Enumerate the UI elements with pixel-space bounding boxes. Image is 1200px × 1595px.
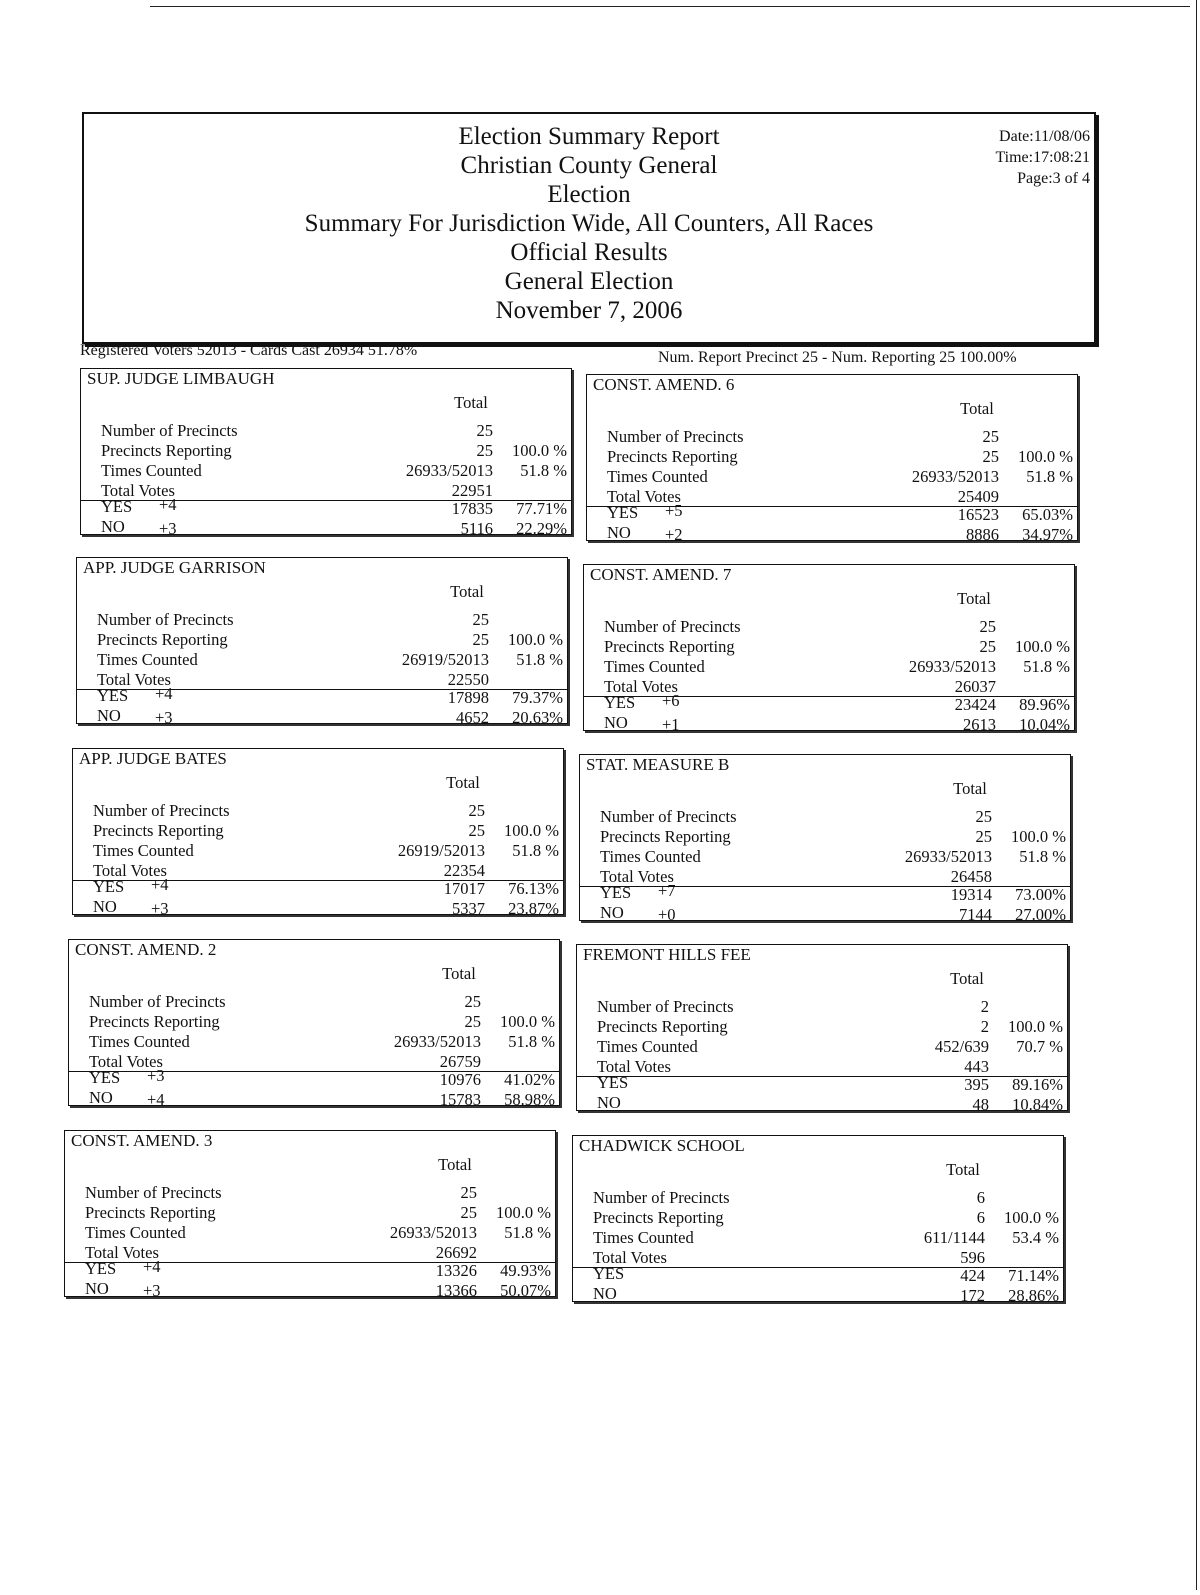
race-name: FREMONT HILLS FEE bbox=[583, 945, 751, 964]
title-line: Election bbox=[547, 181, 631, 208]
row-label: Times Counted bbox=[97, 650, 198, 669]
total-votes-value: 22354 bbox=[443, 861, 485, 880]
precinct-reporting-summary: Num. Report Precinct 25 - Num. Reporting 25 100.00% bbox=[658, 349, 1017, 366]
report-title bbox=[84, 122, 1094, 325]
row-separator bbox=[580, 886, 1070, 887]
times-counted-value: 26933/52013 bbox=[911, 467, 999, 486]
times-counted-value: 26919/52013 bbox=[401, 650, 489, 669]
yes-percent: 73.00% bbox=[1015, 885, 1066, 904]
precinct-count: 25 bbox=[468, 801, 485, 820]
yes-votes: 16523 bbox=[957, 505, 999, 524]
total-header: Total bbox=[953, 779, 987, 798]
row-label: Total Votes bbox=[101, 481, 175, 500]
times-counted-value: 26933/52013 bbox=[393, 1032, 481, 1051]
yes-delta: +7 bbox=[658, 881, 676, 900]
race-box bbox=[576, 944, 1068, 1114]
precinct-count: 25 bbox=[982, 427, 999, 446]
row-label: Total Votes bbox=[607, 487, 681, 506]
yes-votes: 424 bbox=[960, 1266, 985, 1285]
no-percent: 22.29% bbox=[516, 519, 567, 538]
precinct-count: 25 bbox=[975, 807, 992, 826]
total-header: Total bbox=[950, 969, 984, 988]
no-label: NO bbox=[97, 706, 121, 725]
times-counted-percent: 51.8 % bbox=[1026, 467, 1073, 486]
race-box bbox=[583, 564, 1075, 734]
total-header: Total bbox=[446, 773, 480, 792]
row-label: Total Votes bbox=[97, 670, 171, 689]
row-separator bbox=[577, 1076, 1067, 1077]
times-counted-value: 26919/52013 bbox=[397, 841, 485, 860]
yes-delta: +3 bbox=[147, 1066, 165, 1085]
yes-percent: 89.16% bbox=[1012, 1075, 1063, 1094]
no-votes: 48 bbox=[972, 1095, 989, 1114]
race-box bbox=[68, 939, 560, 1109]
title-line: Official Results bbox=[510, 239, 668, 266]
row-label: Precincts Reporting bbox=[89, 1012, 220, 1031]
yes-label: YES bbox=[101, 497, 133, 516]
no-percent: 58.98% bbox=[504, 1090, 555, 1109]
row-label: Number of Precincts bbox=[89, 992, 226, 1011]
row-label: Times Counted bbox=[89, 1032, 190, 1051]
times-counted-percent: 51.8 % bbox=[1023, 657, 1070, 676]
race-box bbox=[72, 748, 564, 918]
row-label: Number of Precincts bbox=[97, 610, 234, 629]
no-label: NO bbox=[597, 1093, 621, 1112]
race-box bbox=[80, 368, 572, 538]
race-name: APP. JUDGE GARRISON bbox=[83, 558, 266, 577]
times-counted-percent: 70.7 % bbox=[1016, 1037, 1063, 1056]
precincts-reporting-value: 25 bbox=[468, 821, 485, 840]
no-label: NO bbox=[101, 517, 125, 536]
yes-label: YES bbox=[97, 686, 129, 705]
title-line: Christian County General bbox=[460, 152, 718, 179]
precincts-reporting-percent: 100.0 % bbox=[1011, 827, 1066, 846]
row-label: Precincts Reporting bbox=[597, 1017, 728, 1036]
yes-label: YES bbox=[597, 1073, 629, 1092]
no-delta: +2 bbox=[665, 525, 683, 544]
race-name: CONST. AMEND. 7 bbox=[590, 565, 732, 584]
no-label: NO bbox=[607, 523, 631, 542]
yes-percent: 71.14% bbox=[1008, 1266, 1059, 1285]
no-percent: 27.00% bbox=[1015, 905, 1066, 924]
precincts-reporting-percent: 100.0 % bbox=[512, 441, 567, 460]
no-percent: 20.63% bbox=[512, 708, 563, 727]
total-header: Total bbox=[442, 964, 476, 983]
row-separator bbox=[587, 506, 1077, 507]
race-name: STAT. MEASURE B bbox=[586, 755, 730, 774]
row-label: Number of Precincts bbox=[604, 617, 741, 636]
yes-delta: +4 bbox=[151, 875, 169, 894]
yes-percent: 41.02% bbox=[504, 1070, 555, 1089]
yes-votes: 19314 bbox=[950, 885, 992, 904]
no-votes: 15783 bbox=[439, 1090, 481, 1109]
no-votes: 5337 bbox=[452, 899, 485, 918]
yes-delta: +5 bbox=[665, 501, 683, 520]
row-separator bbox=[65, 1262, 555, 1263]
yes-label: YES bbox=[89, 1068, 121, 1087]
yes-delta: +6 bbox=[662, 691, 680, 710]
yes-delta: +4 bbox=[155, 684, 173, 703]
row-separator bbox=[81, 500, 571, 501]
race-name: CONST. AMEND. 6 bbox=[593, 375, 735, 394]
row-label: Precincts Reporting bbox=[97, 630, 228, 649]
no-votes: 5116 bbox=[460, 519, 493, 538]
yes-votes: 395 bbox=[964, 1075, 989, 1094]
no-votes: 8886 bbox=[966, 525, 999, 544]
row-separator bbox=[77, 689, 567, 690]
no-votes: 7144 bbox=[959, 905, 992, 924]
row-label: Times Counted bbox=[604, 657, 705, 676]
row-label: Number of Precincts bbox=[93, 801, 230, 820]
total-header: Total bbox=[957, 589, 991, 608]
times-counted-percent: 53.4 % bbox=[1012, 1228, 1059, 1247]
times-counted-percent: 51.8 % bbox=[516, 650, 563, 669]
total-votes-value: 25409 bbox=[957, 487, 999, 506]
row-label: Precincts Reporting bbox=[607, 447, 738, 466]
row-label: Total Votes bbox=[597, 1057, 671, 1076]
times-counted-value: 452/639 bbox=[934, 1037, 989, 1056]
total-votes-value: 26458 bbox=[950, 867, 992, 886]
race-name: CONST. AMEND. 3 bbox=[71, 1131, 213, 1150]
precincts-reporting-value: 25 bbox=[464, 1012, 481, 1031]
precincts-reporting-value: 25 bbox=[982, 447, 999, 466]
precincts-reporting-percent: 100.0 % bbox=[496, 1203, 551, 1222]
precincts-reporting-value: 25 bbox=[472, 630, 489, 649]
row-label: Number of Precincts bbox=[101, 421, 238, 440]
precinct-count: 25 bbox=[979, 617, 996, 636]
race-box bbox=[586, 374, 1078, 544]
total-header: Total bbox=[450, 582, 484, 601]
total-header: Total bbox=[946, 1160, 980, 1179]
registered-voters-summary: Registered Voters 52013 - Cards Cast 26934 51.78% bbox=[80, 342, 418, 359]
race-box bbox=[64, 1130, 556, 1300]
no-delta: +0 bbox=[658, 905, 676, 924]
page-right-rule bbox=[1196, 0, 1197, 1590]
yes-percent: 49.93% bbox=[500, 1261, 551, 1280]
precincts-reporting-value: 25 bbox=[476, 441, 493, 460]
precincts-reporting-percent: 100.0 % bbox=[1004, 1208, 1059, 1227]
row-label: Number of Precincts bbox=[597, 997, 734, 1016]
total-votes-value: 26692 bbox=[435, 1243, 477, 1262]
title-line: Election Summary Report bbox=[458, 123, 720, 150]
race-box bbox=[76, 557, 568, 727]
row-label: Times Counted bbox=[101, 461, 202, 480]
row-label: Precincts Reporting bbox=[101, 441, 232, 460]
row-separator bbox=[69, 1071, 559, 1072]
precinct-count: 6 bbox=[976, 1188, 985, 1207]
yes-label: YES bbox=[607, 503, 639, 522]
times-counted-value: 26933/52013 bbox=[405, 461, 493, 480]
precincts-reporting-value: 2 bbox=[980, 1017, 989, 1036]
row-label: Total Votes bbox=[89, 1052, 163, 1071]
row-separator bbox=[73, 880, 563, 881]
no-votes: 2613 bbox=[963, 715, 996, 734]
no-delta: +3 bbox=[151, 899, 169, 918]
precincts-reporting-percent: 100.0 % bbox=[500, 1012, 555, 1031]
total-votes-value: 26037 bbox=[954, 677, 996, 696]
precincts-reporting-value: 6 bbox=[976, 1208, 985, 1227]
title-line: Summary For Jurisdiction Wide, All Counters, All Races bbox=[304, 210, 874, 237]
precincts-reporting-percent: 100.0 % bbox=[508, 630, 563, 649]
times-counted-percent: 51.8 % bbox=[520, 461, 567, 480]
precincts-reporting-percent: 100.0 % bbox=[504, 821, 559, 840]
no-label: NO bbox=[89, 1088, 113, 1107]
race-box bbox=[572, 1135, 1064, 1305]
yes-votes: 17898 bbox=[447, 688, 489, 707]
yes-votes: 17017 bbox=[443, 879, 485, 898]
yes-votes: 13326 bbox=[435, 1261, 477, 1280]
row-label: Total Votes bbox=[600, 867, 674, 886]
yes-label: YES bbox=[85, 1259, 117, 1278]
no-delta: +1 bbox=[662, 715, 680, 734]
row-label: Total Votes bbox=[85, 1243, 159, 1262]
yes-percent: 77.71% bbox=[516, 499, 567, 518]
report-date: Date:11/08/06 bbox=[999, 128, 1090, 145]
times-counted-value: 26933/52013 bbox=[389, 1223, 477, 1242]
times-counted-value: 26933/52013 bbox=[908, 657, 996, 676]
row-label: Total Votes bbox=[93, 861, 167, 880]
row-label: Number of Precincts bbox=[600, 807, 737, 826]
row-label: Number of Precincts bbox=[85, 1183, 222, 1202]
report-time: Time:17:08:21 bbox=[995, 149, 1090, 166]
no-percent: 10.84% bbox=[1012, 1095, 1063, 1114]
yes-label: YES bbox=[93, 877, 125, 896]
row-separator bbox=[573, 1267, 1063, 1268]
title-line: November 7, 2006 bbox=[495, 297, 683, 324]
row-label: Times Counted bbox=[593, 1228, 694, 1247]
no-percent: 10.04% bbox=[1019, 715, 1070, 734]
total-votes-value: 443 bbox=[964, 1057, 989, 1076]
no-delta: +3 bbox=[143, 1281, 161, 1300]
race-name: SUP. JUDGE LIMBAUGH bbox=[87, 369, 275, 388]
total-votes-value: 26759 bbox=[439, 1052, 481, 1071]
no-label: NO bbox=[604, 713, 628, 732]
times-counted-value: 611/1144 bbox=[923, 1228, 985, 1247]
yes-votes: 23424 bbox=[954, 695, 996, 714]
no-percent: 28.86% bbox=[1008, 1286, 1059, 1305]
row-label: Times Counted bbox=[597, 1037, 698, 1056]
total-votes-value: 22951 bbox=[451, 481, 493, 500]
no-percent: 34.97% bbox=[1022, 525, 1073, 544]
precincts-reporting-value: 25 bbox=[975, 827, 992, 846]
row-separator bbox=[584, 696, 1074, 697]
no-delta: +3 bbox=[159, 519, 177, 538]
precinct-count: 25 bbox=[472, 610, 489, 629]
no-votes: 13366 bbox=[435, 1281, 477, 1300]
row-label: Precincts Reporting bbox=[604, 637, 735, 656]
yes-percent: 89.96% bbox=[1019, 695, 1070, 714]
no-percent: 50.07% bbox=[500, 1281, 551, 1300]
title-line: General Election bbox=[504, 268, 674, 295]
no-delta: +4 bbox=[147, 1090, 165, 1109]
no-label: NO bbox=[85, 1279, 109, 1298]
no-label: NO bbox=[93, 897, 117, 916]
row-label: Number of Precincts bbox=[607, 427, 744, 446]
race-box bbox=[579, 754, 1071, 924]
precincts-reporting-percent: 100.0 % bbox=[1018, 447, 1073, 466]
total-header: Total bbox=[960, 399, 994, 418]
no-votes: 4652 bbox=[456, 708, 489, 727]
times-counted-percent: 51.8 % bbox=[508, 1032, 555, 1051]
no-label: NO bbox=[593, 1284, 617, 1303]
race-name: CHADWICK SCHOOL bbox=[579, 1136, 745, 1155]
row-label: Times Counted bbox=[93, 841, 194, 860]
no-percent: 23.87% bbox=[508, 899, 559, 918]
yes-label: YES bbox=[604, 693, 636, 712]
yes-votes: 10976 bbox=[439, 1070, 481, 1089]
row-label: Precincts Reporting bbox=[85, 1203, 216, 1222]
yes-delta: +4 bbox=[143, 1257, 161, 1276]
precincts-reporting-percent: 100.0 % bbox=[1008, 1017, 1063, 1036]
times-counted-percent: 51.8 % bbox=[504, 1223, 551, 1242]
report-header bbox=[82, 112, 1096, 344]
total-votes-value: 22550 bbox=[447, 670, 489, 689]
times-counted-percent: 51.8 % bbox=[512, 841, 559, 860]
race-name: CONST. AMEND. 2 bbox=[75, 940, 217, 959]
no-delta: +3 bbox=[155, 708, 173, 727]
row-label: Times Counted bbox=[607, 467, 708, 486]
yes-delta: +4 bbox=[159, 495, 177, 514]
times-counted-value: 26933/52013 bbox=[904, 847, 992, 866]
no-votes: 172 bbox=[960, 1286, 985, 1305]
yes-label: YES bbox=[593, 1264, 625, 1283]
page-top-rule bbox=[150, 6, 1190, 7]
row-label: Times Counted bbox=[85, 1223, 186, 1242]
race-name: APP. JUDGE BATES bbox=[79, 749, 227, 768]
precinct-count: 25 bbox=[476, 421, 493, 440]
report-page: Page:3 of 4 bbox=[1017, 170, 1090, 187]
no-label: NO bbox=[600, 903, 624, 922]
row-label: Precincts Reporting bbox=[93, 821, 224, 840]
yes-votes: 17835 bbox=[451, 499, 493, 518]
row-label: Times Counted bbox=[600, 847, 701, 866]
times-counted-percent: 51.8 % bbox=[1019, 847, 1066, 866]
precincts-reporting-percent: 100.0 % bbox=[1015, 637, 1070, 656]
row-label: Number of Precincts bbox=[593, 1188, 730, 1207]
report-meta bbox=[995, 126, 1090, 189]
row-label: Precincts Reporting bbox=[593, 1208, 724, 1227]
precinct-count: 25 bbox=[464, 992, 481, 1011]
precincts-reporting-value: 25 bbox=[979, 637, 996, 656]
yes-percent: 79.37% bbox=[512, 688, 563, 707]
total-votes-value: 596 bbox=[960, 1248, 985, 1267]
row-label: Total Votes bbox=[604, 677, 678, 696]
row-label: Precincts Reporting bbox=[600, 827, 731, 846]
yes-percent: 65.03% bbox=[1022, 505, 1073, 524]
total-header: Total bbox=[454, 393, 488, 412]
precinct-count: 25 bbox=[460, 1183, 477, 1202]
precinct-count: 2 bbox=[980, 997, 989, 1016]
total-header: Total bbox=[438, 1155, 472, 1174]
precincts-reporting-value: 25 bbox=[460, 1203, 477, 1222]
yes-percent: 76.13% bbox=[508, 879, 559, 898]
yes-label: YES bbox=[600, 883, 632, 902]
row-label: Total Votes bbox=[593, 1248, 667, 1267]
